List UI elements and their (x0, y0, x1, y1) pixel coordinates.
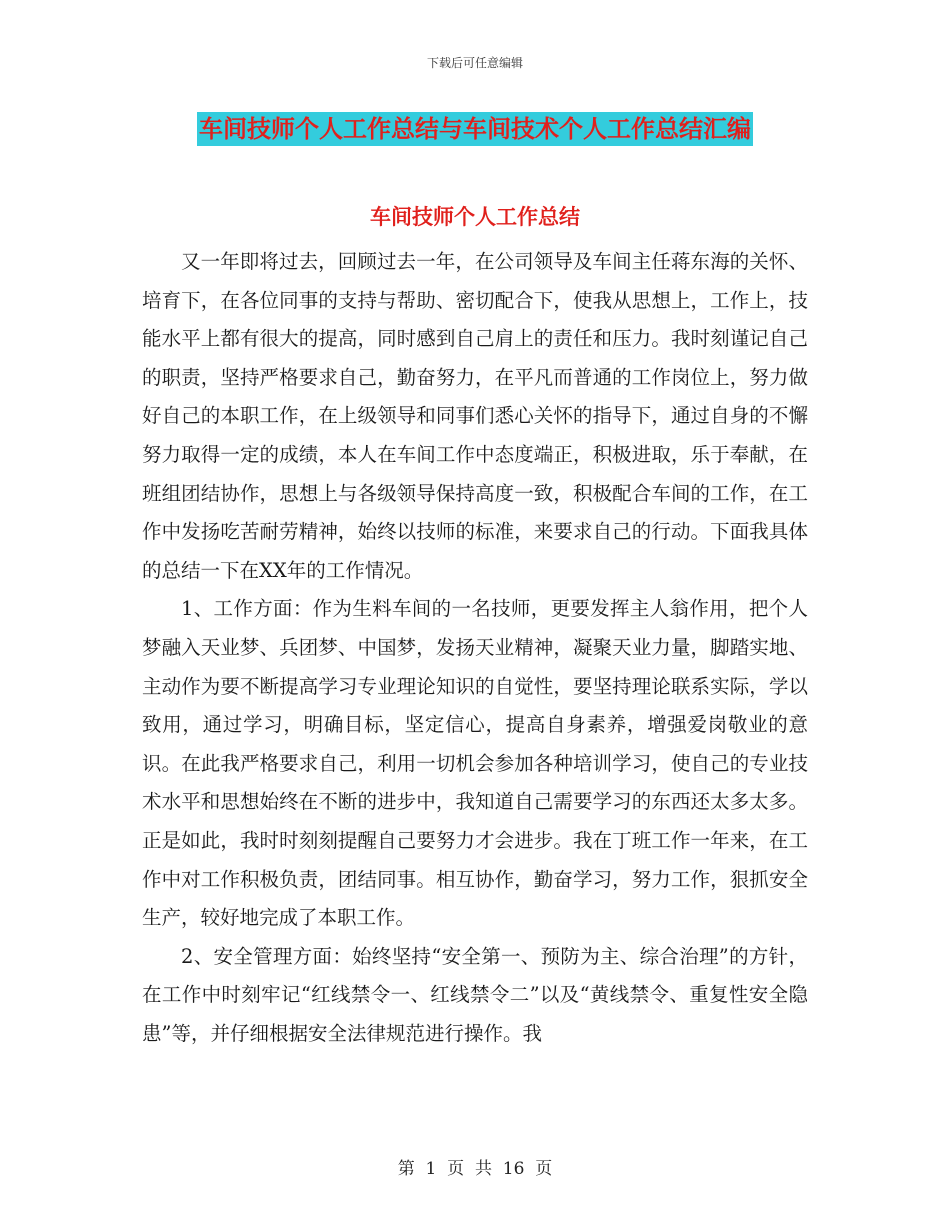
section-title: 车间技师个人工作总结 (370, 205, 580, 229)
document-body (142, 243, 808, 1053)
document-main-title: 车间技师个人工作总结与车间技术个人工作总结汇编 (197, 112, 753, 146)
main-title-container (0, 112, 950, 146)
paragraph-safety: 2、安全管理方面：始终坚持“安全第一、预防为主、综合治理”的方针，在工作中时刻牢记“红线禁令一、红线禁令二”以及“黄线禁令、重复性安全隐患”等，并仔细根据安全法律规范进行操作。我 (142, 944, 808, 1045)
page-header-note: 下载后可任意编辑 (426, 56, 523, 70)
page-number-footer: 第 1 页 共 16 页 (397, 1159, 553, 1179)
paragraph-work: 1、工作方面：作为生料车间的一名技师，更要发挥主人翁作用，把个人梦融入天业梦、兵团梦、中国梦，发扬天业精神，凝聚天业力量，脚踏实地、主动作为要不断提高学习专业理论知识的自觉性，要坚持理论联系实际，学以致用，通过学习，明确目标，坚定信心，提高自身素养，增强爱岗敬业的意识。在此我严格要求自己，利用一切机会参加各种培训学习，使自己的专业技术水平和思想始终在不断的进步中，我知道自己需要学习的东西还太多太多。正是如此，我时时刻刻提醒自己要努力才会进步。我在丁班工作一年来，在工作中对工作积极负责，团结同事。相互协作，勤奋学习，努力工作，狠抓安全生产，较好地完成了本职工作。 (142, 597, 808, 930)
paragraph-intro: 又一年即将过去，回顾过去一年，在公司领导及车间主任蒋东海的关怀、培育下，在各位同事的支持与帮助、密切配合下，使我从思想上，工作上，技能水平上都有很大的提高，同时感到自己肩上的责任和压力。我时刻谨记自己的职责，坚持严格要求自己，勤奋努力，在平凡而普通的工作岗位上，努力做好自己的本职工作，在上级领导和同事们悉心关怀的指导下，通过自身的不懈努力取得一定的成绩，本人在车间工作中态度端正，积极进取，乐于奉献，在班组团结协作，思想上与各级领导保持高度一致，积极配合车间的工作，在工作中发扬吃苦耐劳精神，始终以技师的标准，来要求自己的行动。下面我具体的总结一下在XX年的工作情况。 (142, 250, 808, 582)
